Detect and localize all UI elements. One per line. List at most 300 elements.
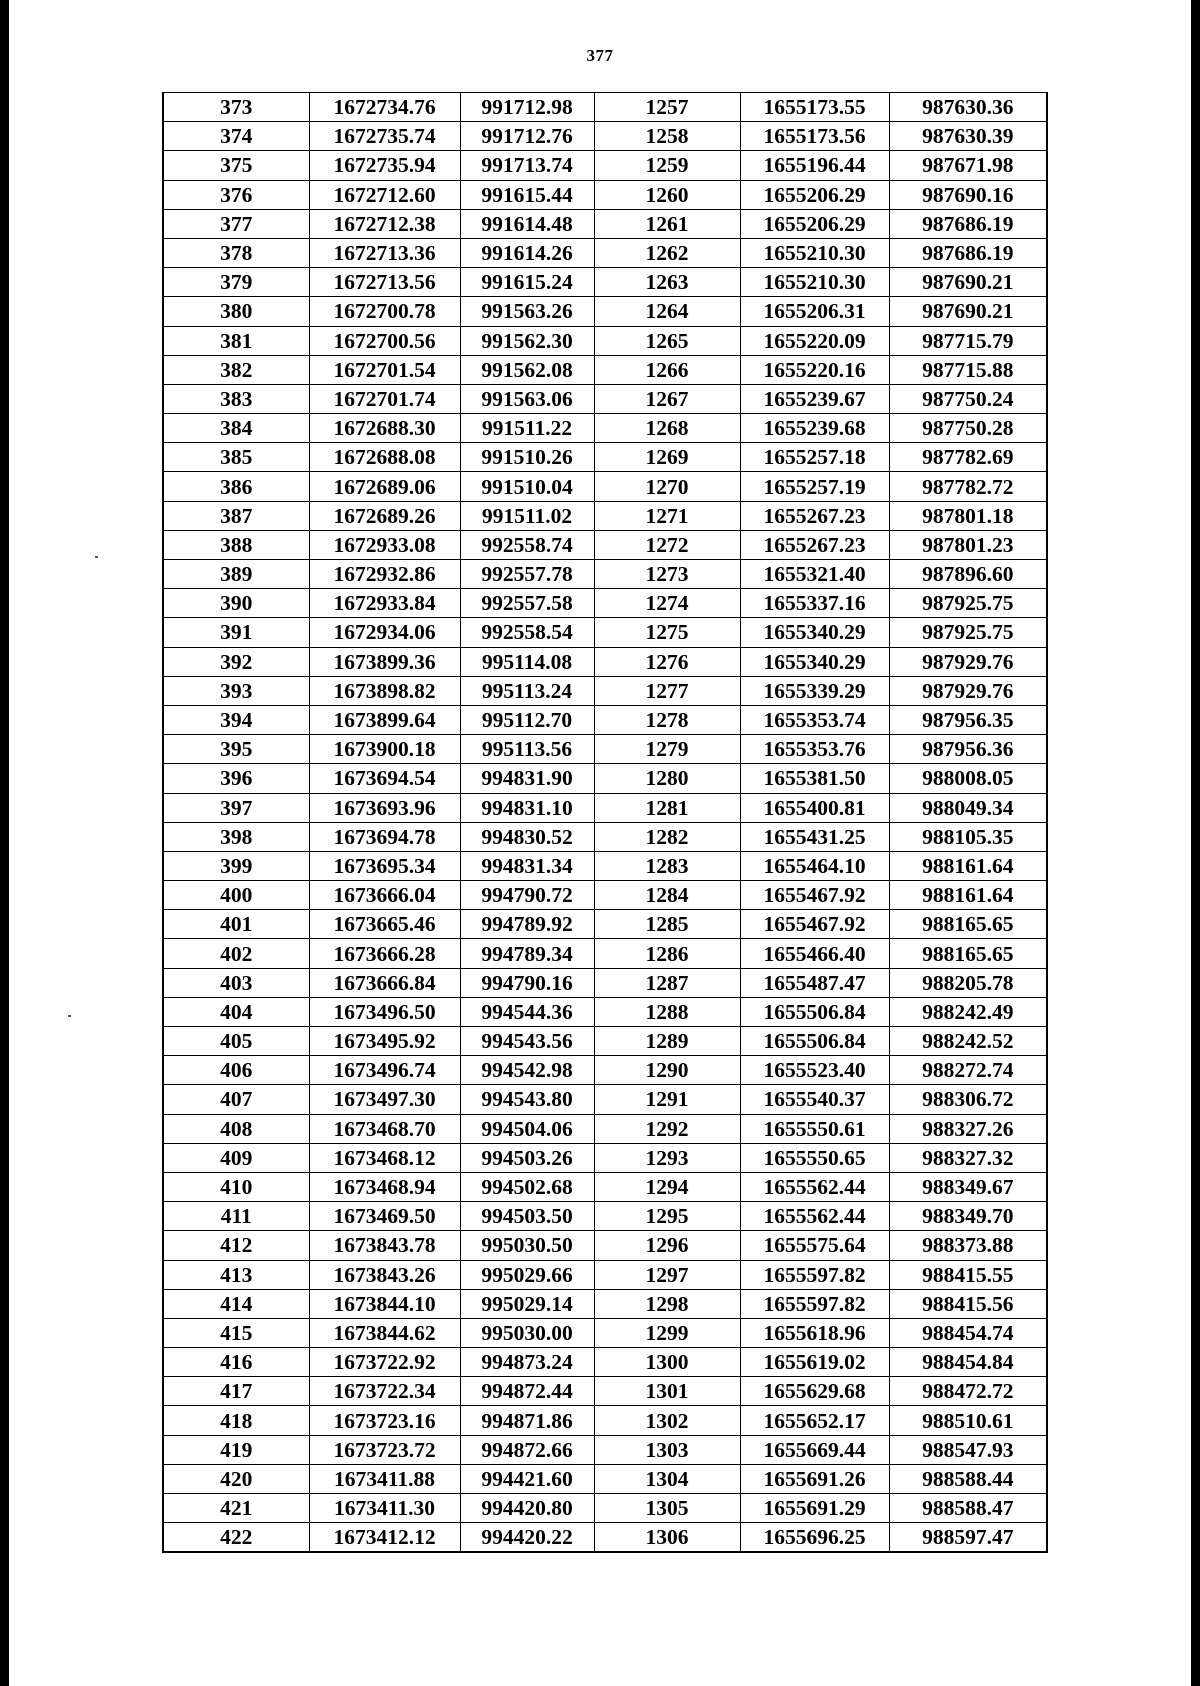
table-cell-y-right: 988454.84	[889, 1348, 1047, 1377]
table-cell-y-right: 987671.98	[889, 151, 1047, 180]
table-cell-y-left: 991615.24	[460, 268, 594, 297]
table-cell-point-right: 1263	[594, 268, 740, 297]
table-row	[163, 1406, 1047, 1435]
table-cell-x-left: 1672701.54	[309, 355, 460, 384]
table-cell-point-left: 422	[163, 1523, 309, 1553]
table-cell-point-left: 408	[163, 1114, 309, 1143]
table-cell-x-right: 1655239.67	[740, 384, 889, 413]
table-cell-x-right: 1655562.44	[740, 1172, 889, 1201]
table-cell-y-right: 988349.67	[889, 1172, 1047, 1201]
table-cell-y-left: 994543.56	[460, 1027, 594, 1056]
table-cell-point-right: 1261	[594, 209, 740, 238]
table-cell-y-left: 992557.58	[460, 589, 594, 618]
table-cell-x-right: 1655339.29	[740, 676, 889, 705]
table-cell-x-right: 1655523.40	[740, 1056, 889, 1085]
table-cell-point-right: 1265	[594, 326, 740, 355]
table-cell-y-right: 988454.74	[889, 1318, 1047, 1347]
table-cell-point-left: 394	[163, 705, 309, 734]
table-cell-point-left: 376	[163, 180, 309, 209]
table-cell-x-left: 1673693.96	[309, 793, 460, 822]
table-cell-y-right: 988165.65	[889, 939, 1047, 968]
table-cell-y-right: 988327.26	[889, 1114, 1047, 1143]
table-row	[163, 268, 1047, 297]
table-cell-point-right: 1297	[594, 1260, 740, 1289]
table-cell-x-right: 1655206.29	[740, 209, 889, 238]
table-cell-y-left: 994872.44	[460, 1377, 594, 1406]
table-cell-y-right: 987750.28	[889, 414, 1047, 443]
table-cell-point-left: 410	[163, 1172, 309, 1201]
table-cell-x-left: 1673497.30	[309, 1085, 460, 1114]
table-cell-x-right: 1655619.02	[740, 1348, 889, 1377]
table-row	[163, 1377, 1047, 1406]
table-cell-y-left: 994544.36	[460, 997, 594, 1026]
table-cell-x-left: 1673898.82	[309, 676, 460, 705]
table-cell-x-left: 1672689.26	[309, 501, 460, 530]
table-cell-y-left: 994871.86	[460, 1406, 594, 1435]
table-cell-y-left: 991712.76	[460, 122, 594, 151]
table-cell-x-right: 1655575.64	[740, 1231, 889, 1260]
table-cell-x-right: 1655353.76	[740, 735, 889, 764]
table-cell-y-left: 995114.08	[460, 647, 594, 676]
table-cell-y-right: 988205.78	[889, 968, 1047, 997]
table-cell-point-right: 1283	[594, 851, 740, 880]
table-cell-x-right: 1655487.47	[740, 968, 889, 997]
table-cell-x-right: 1655652.17	[740, 1406, 889, 1435]
table-cell-point-right: 1302	[594, 1406, 740, 1435]
table-row	[163, 618, 1047, 647]
table-cell-y-right: 987896.60	[889, 560, 1047, 589]
table-cell-point-right: 1294	[594, 1172, 740, 1201]
table-cell-point-right: 1266	[594, 355, 740, 384]
table-cell-y-right: 988306.72	[889, 1085, 1047, 1114]
table-cell-point-left: 382	[163, 355, 309, 384]
table-cell-point-left: 381	[163, 326, 309, 355]
table-cell-point-right: 1303	[594, 1435, 740, 1464]
table-cell-y-left: 991615.44	[460, 180, 594, 209]
table-row	[163, 1348, 1047, 1377]
table-row	[163, 472, 1047, 501]
table-cell-y-right: 987690.16	[889, 180, 1047, 209]
table-cell-x-left: 1672688.30	[309, 414, 460, 443]
table-cell-y-right: 988588.47	[889, 1494, 1047, 1523]
table-cell-x-left: 1673411.88	[309, 1464, 460, 1493]
table-cell-y-left: 991614.48	[460, 209, 594, 238]
coordinates-table-body	[163, 93, 1047, 1553]
table-cell-point-left: 419	[163, 1435, 309, 1464]
table-cell-x-left: 1672734.76	[309, 93, 460, 122]
table-cell-point-right: 1258	[594, 122, 740, 151]
table-cell-point-right: 1259	[594, 151, 740, 180]
table-cell-point-left: 414	[163, 1289, 309, 1318]
table-row	[163, 1289, 1047, 1318]
table-cell-point-right: 1290	[594, 1056, 740, 1085]
table-cell-x-right: 1655340.29	[740, 618, 889, 647]
table-cell-point-right: 1279	[594, 735, 740, 764]
table-cell-point-right: 1267	[594, 384, 740, 413]
table-cell-x-right: 1655467.92	[740, 910, 889, 939]
table-cell-x-left: 1672700.78	[309, 297, 460, 326]
table-cell-x-left: 1673666.28	[309, 939, 460, 968]
table-cell-point-left: 395	[163, 735, 309, 764]
table-cell-point-right: 1305	[594, 1494, 740, 1523]
table-cell-point-right: 1287	[594, 968, 740, 997]
table-row	[163, 793, 1047, 822]
table-row	[163, 1114, 1047, 1143]
table-cell-point-left: 413	[163, 1260, 309, 1289]
table-row	[163, 180, 1047, 209]
table-cell-x-left: 1673899.64	[309, 705, 460, 734]
table-cell-point-left: 402	[163, 939, 309, 968]
table-row	[163, 881, 1047, 910]
table-cell-point-left: 421	[163, 1494, 309, 1523]
scan-edge-right	[1191, 0, 1200, 1686]
table-cell-x-right: 1655467.92	[740, 881, 889, 910]
table-cell-x-right: 1655173.56	[740, 122, 889, 151]
table-row	[163, 1318, 1047, 1347]
table-cell-x-right: 1655618.96	[740, 1318, 889, 1347]
table-cell-x-left: 1673496.50	[309, 997, 460, 1026]
table-cell-point-right: 1262	[594, 238, 740, 267]
table-cell-point-right: 1306	[594, 1523, 740, 1553]
table-cell-point-left: 403	[163, 968, 309, 997]
table-cell-point-left: 404	[163, 997, 309, 1026]
table-cell-y-right: 987715.88	[889, 355, 1047, 384]
table-cell-y-right: 987956.35	[889, 705, 1047, 734]
table-cell-point-right: 1273	[594, 560, 740, 589]
table-cell-x-left: 1673412.12	[309, 1523, 460, 1553]
table-cell-point-left: 396	[163, 764, 309, 793]
table-cell-x-right: 1655340.29	[740, 647, 889, 676]
table-cell-point-left: 389	[163, 560, 309, 589]
table-cell-point-left: 377	[163, 209, 309, 238]
table-cell-y-right: 988510.61	[889, 1406, 1047, 1435]
table-cell-point-right: 1274	[594, 589, 740, 618]
table-row	[163, 209, 1047, 238]
table-cell-y-left: 995030.50	[460, 1231, 594, 1260]
table-row	[163, 151, 1047, 180]
table-cell-point-left: 398	[163, 822, 309, 851]
table-cell-x-left: 1672712.38	[309, 209, 460, 238]
table-cell-y-left: 991562.30	[460, 326, 594, 355]
table-cell-x-left: 1673844.62	[309, 1318, 460, 1347]
table-row	[163, 501, 1047, 530]
table-cell-y-right: 988165.65	[889, 910, 1047, 939]
table-cell-y-left: 991511.22	[460, 414, 594, 443]
table-cell-y-left: 991563.06	[460, 384, 594, 413]
table-cell-y-left: 991510.26	[460, 443, 594, 472]
table-cell-x-left: 1673495.92	[309, 1027, 460, 1056]
table-cell-y-left: 994421.60	[460, 1464, 594, 1493]
table-cell-x-left: 1673723.16	[309, 1406, 460, 1435]
table-cell-x-left: 1672700.56	[309, 326, 460, 355]
table-cell-x-left: 1673722.34	[309, 1377, 460, 1406]
table-cell-x-right: 1655400.81	[740, 793, 889, 822]
table-cell-point-left: 415	[163, 1318, 309, 1347]
table-cell-x-right: 1655597.82	[740, 1260, 889, 1289]
table-cell-point-right: 1301	[594, 1377, 740, 1406]
table-cell-x-left: 1673666.04	[309, 881, 460, 910]
table-cell-point-left: 400	[163, 881, 309, 910]
table-cell-y-right: 987630.36	[889, 93, 1047, 122]
table-cell-y-right: 987686.19	[889, 238, 1047, 267]
table-cell-y-left: 992558.54	[460, 618, 594, 647]
table-cell-y-right: 988161.64	[889, 881, 1047, 910]
table-cell-x-right: 1655173.55	[740, 93, 889, 122]
table-cell-point-right: 1282	[594, 822, 740, 851]
page-number: 377	[586, 46, 614, 65]
table-row	[163, 676, 1047, 705]
table-cell-x-left: 1672933.08	[309, 530, 460, 559]
table-cell-y-right: 988415.56	[889, 1289, 1047, 1318]
table-cell-point-right: 1281	[594, 793, 740, 822]
table-cell-point-right: 1293	[594, 1143, 740, 1172]
table-cell-y-left: 994789.34	[460, 939, 594, 968]
table-cell-x-left: 1673899.36	[309, 647, 460, 676]
table-cell-point-left: 386	[163, 472, 309, 501]
table-cell-y-right: 988373.88	[889, 1231, 1047, 1260]
table-cell-x-left: 1672934.06	[309, 618, 460, 647]
table-cell-y-left: 991562.08	[460, 355, 594, 384]
table-row	[163, 1464, 1047, 1493]
table-row	[163, 910, 1047, 939]
table-cell-y-left: 994542.98	[460, 1056, 594, 1085]
table-cell-x-left: 1673694.78	[309, 822, 460, 851]
table-cell-point-right: 1284	[594, 881, 740, 910]
table-cell-x-left: 1672713.56	[309, 268, 460, 297]
table-cell-x-left: 1673468.70	[309, 1114, 460, 1143]
table-cell-point-right: 1296	[594, 1231, 740, 1260]
table-cell-y-right: 988105.35	[889, 822, 1047, 851]
table-cell-y-left: 994830.52	[460, 822, 594, 851]
table-cell-y-right: 988415.55	[889, 1260, 1047, 1289]
table-row	[163, 822, 1047, 851]
table-cell-y-left: 991563.26	[460, 297, 594, 326]
table-cell-x-left: 1673900.18	[309, 735, 460, 764]
scan-speck	[68, 1015, 71, 1017]
table-cell-point-left: 399	[163, 851, 309, 880]
table-row	[163, 997, 1047, 1026]
table-cell-x-right: 1655353.74	[740, 705, 889, 734]
table-cell-x-left: 1672735.74	[309, 122, 460, 151]
table-cell-point-left: 388	[163, 530, 309, 559]
table-cell-point-right: 1298	[594, 1289, 740, 1318]
table-cell-point-left: 412	[163, 1231, 309, 1260]
table-cell-y-left: 994831.34	[460, 851, 594, 880]
table-cell-x-left: 1673843.26	[309, 1260, 460, 1289]
table-cell-x-left: 1672701.74	[309, 384, 460, 413]
table-cell-x-right: 1655239.68	[740, 414, 889, 443]
table-cell-x-right: 1655267.23	[740, 530, 889, 559]
table-cell-y-left: 995029.66	[460, 1260, 594, 1289]
table-cell-point-left: 390	[163, 589, 309, 618]
table-cell-x-right: 1655597.82	[740, 1289, 889, 1318]
table-cell-x-right: 1655321.40	[740, 560, 889, 589]
table-cell-x-left: 1673844.10	[309, 1289, 460, 1318]
table-cell-x-left: 1672932.86	[309, 560, 460, 589]
table-cell-point-left: 407	[163, 1085, 309, 1114]
table-cell-y-right: 988161.64	[889, 851, 1047, 880]
table-cell-y-right: 988327.32	[889, 1143, 1047, 1172]
table-cell-y-right: 988472.72	[889, 1377, 1047, 1406]
table-cell-y-right: 987630.39	[889, 122, 1047, 151]
table-row	[163, 238, 1047, 267]
table-cell-point-left: 397	[163, 793, 309, 822]
scan-edge-left	[0, 0, 9, 1686]
table-cell-point-left: 417	[163, 1377, 309, 1406]
table-row	[163, 1494, 1047, 1523]
table-cell-point-left: 401	[163, 910, 309, 939]
table-cell-point-right: 1300	[594, 1348, 740, 1377]
table-cell-x-left: 1673723.72	[309, 1435, 460, 1464]
table-cell-y-right: 987801.23	[889, 530, 1047, 559]
table-cell-point-left: 380	[163, 297, 309, 326]
table-row	[163, 355, 1047, 384]
table-cell-y-left: 994790.72	[460, 881, 594, 910]
table-cell-point-left: 378	[163, 238, 309, 267]
table-cell-y-right: 987715.79	[889, 326, 1047, 355]
table-cell-y-right: 988272.74	[889, 1056, 1047, 1085]
table-cell-y-right: 988008.05	[889, 764, 1047, 793]
table-cell-y-right: 987782.69	[889, 443, 1047, 472]
table-cell-y-right: 987929.76	[889, 676, 1047, 705]
table-cell-x-right: 1655196.44	[740, 151, 889, 180]
table-cell-x-right: 1655220.09	[740, 326, 889, 355]
table-cell-y-left: 994420.22	[460, 1523, 594, 1553]
table-cell-y-left: 994420.80	[460, 1494, 594, 1523]
table-cell-x-right: 1655466.40	[740, 939, 889, 968]
table-cell-x-right: 1655506.84	[740, 997, 889, 1026]
table-cell-x-right: 1655691.29	[740, 1494, 889, 1523]
table-row	[163, 530, 1047, 559]
table-cell-y-left: 995029.14	[460, 1289, 594, 1318]
table-cell-x-right: 1655337.16	[740, 589, 889, 618]
table-cell-x-right: 1655267.23	[740, 501, 889, 530]
table-cell-y-right: 987690.21	[889, 297, 1047, 326]
table-row	[163, 1056, 1047, 1085]
table-cell-x-right: 1655550.65	[740, 1143, 889, 1172]
table-row	[163, 764, 1047, 793]
table-cell-point-right: 1289	[594, 1027, 740, 1056]
table-row	[163, 589, 1047, 618]
table-row	[163, 122, 1047, 151]
table-cell-x-left: 1673665.46	[309, 910, 460, 939]
table-cell-y-right: 987925.75	[889, 618, 1047, 647]
table-cell-point-left: 420	[163, 1464, 309, 1493]
table-cell-point-right: 1285	[594, 910, 740, 939]
table-cell-y-left: 994502.68	[460, 1172, 594, 1201]
table-cell-point-right: 1269	[594, 443, 740, 472]
table-cell-x-right: 1655691.26	[740, 1464, 889, 1493]
coordinates-table	[162, 92, 1048, 1553]
table-cell-point-right: 1272	[594, 530, 740, 559]
table-cell-point-right: 1291	[594, 1085, 740, 1114]
table-cell-x-right: 1655562.44	[740, 1202, 889, 1231]
table-row	[163, 1231, 1047, 1260]
table-cell-point-left: 375	[163, 151, 309, 180]
table-cell-y-left: 992558.74	[460, 530, 594, 559]
table-cell-y-right: 987750.24	[889, 384, 1047, 413]
table-row	[163, 1027, 1047, 1056]
table-cell-point-left: 406	[163, 1056, 309, 1085]
table-cell-x-left: 1672933.84	[309, 589, 460, 618]
table-cell-y-right: 988597.47	[889, 1523, 1047, 1553]
table-cell-point-left: 385	[163, 443, 309, 472]
table-cell-point-right: 1276	[594, 647, 740, 676]
table-cell-point-left: 384	[163, 414, 309, 443]
table-row	[163, 735, 1047, 764]
table-cell-point-left: 411	[163, 1202, 309, 1231]
table-cell-x-right: 1655464.10	[740, 851, 889, 880]
table-cell-point-left: 391	[163, 618, 309, 647]
table-cell-point-left: 387	[163, 501, 309, 530]
table-cell-x-right: 1655696.25	[740, 1523, 889, 1553]
table-cell-y-right: 987690.21	[889, 268, 1047, 297]
table-cell-point-right: 1257	[594, 93, 740, 122]
table-cell-point-right: 1260	[594, 180, 740, 209]
table-cell-y-left: 995113.56	[460, 735, 594, 764]
table-cell-y-left: 994503.26	[460, 1143, 594, 1172]
table-row	[163, 93, 1047, 122]
table-cell-y-left: 994789.92	[460, 910, 594, 939]
table-cell-y-right: 987956.36	[889, 735, 1047, 764]
table-cell-y-left: 991614.26	[460, 238, 594, 267]
table-cell-y-left: 995030.00	[460, 1318, 594, 1347]
table-cell-x-right: 1655257.18	[740, 443, 889, 472]
table-cell-point-right: 1278	[594, 705, 740, 734]
table-cell-point-left: 418	[163, 1406, 309, 1435]
table-cell-y-right: 988547.93	[889, 1435, 1047, 1464]
table-cell-y-left: 994831.90	[460, 764, 594, 793]
table-cell-y-left: 994831.10	[460, 793, 594, 822]
table-cell-x-right: 1655210.30	[740, 238, 889, 267]
table-row	[163, 705, 1047, 734]
table-cell-x-right: 1655206.29	[740, 180, 889, 209]
table-cell-x-left: 1672689.06	[309, 472, 460, 501]
table-cell-x-left: 1673694.54	[309, 764, 460, 793]
table-cell-x-right: 1655210.30	[740, 268, 889, 297]
table-cell-point-left: 393	[163, 676, 309, 705]
table-cell-x-right: 1655381.50	[740, 764, 889, 793]
table-cell-point-right: 1292	[594, 1114, 740, 1143]
table-cell-point-left: 409	[163, 1143, 309, 1172]
table-cell-y-right: 987925.75	[889, 589, 1047, 618]
table-cell-x-left: 1672735.94	[309, 151, 460, 180]
table-cell-point-left: 383	[163, 384, 309, 413]
table-cell-x-right: 1655629.68	[740, 1377, 889, 1406]
table-cell-point-left: 416	[163, 1348, 309, 1377]
table-cell-y-right: 987801.18	[889, 501, 1047, 530]
table-cell-x-right: 1655206.31	[740, 297, 889, 326]
table-row	[163, 647, 1047, 676]
table-cell-y-left: 991712.98	[460, 93, 594, 122]
table-row	[163, 1202, 1047, 1231]
table-cell-y-right: 988242.52	[889, 1027, 1047, 1056]
table-cell-point-right: 1271	[594, 501, 740, 530]
table-cell-y-left: 991713.74	[460, 151, 594, 180]
table-row	[163, 326, 1047, 355]
table-cell-point-right: 1280	[594, 764, 740, 793]
table-cell-x-right: 1655669.44	[740, 1435, 889, 1464]
table-cell-x-left: 1673468.12	[309, 1143, 460, 1172]
table-cell-point-right: 1277	[594, 676, 740, 705]
table-cell-y-left: 994872.66	[460, 1435, 594, 1464]
table-row	[163, 1085, 1047, 1114]
table-cell-point-left: 405	[163, 1027, 309, 1056]
table-cell-point-left: 374	[163, 122, 309, 151]
table-row	[163, 851, 1047, 880]
table-cell-y-left: 991511.02	[460, 501, 594, 530]
table-cell-x-right: 1655257.19	[740, 472, 889, 501]
